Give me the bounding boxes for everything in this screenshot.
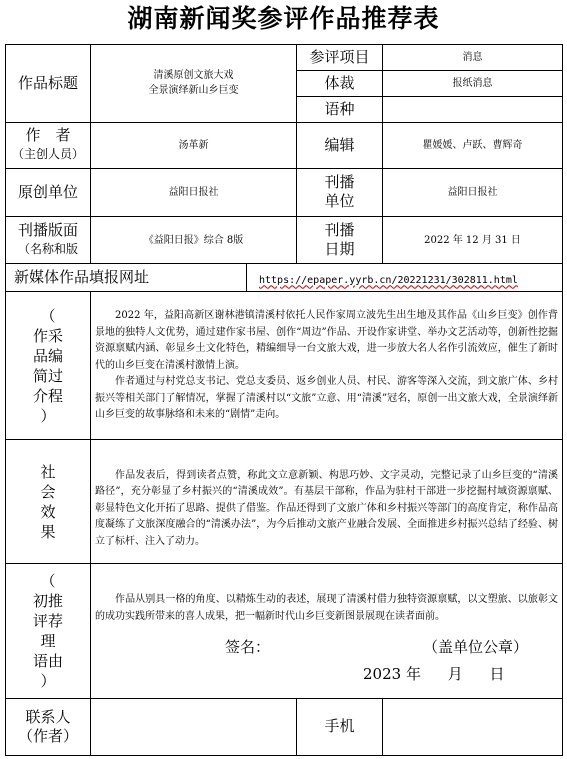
publish-date-label-line-2: 日期 — [324, 240, 355, 259]
work-title-label: 作品标题 — [6, 45, 91, 123]
category-value[interactable]: 消息 — [383, 45, 563, 71]
seal-label: （盖单位公章） — [423, 638, 529, 657]
original-unit-label: 原创单位 — [6, 169, 91, 217]
process-label-4: 介程 — [32, 386, 63, 405]
effect-text[interactable] — [91, 440, 563, 564]
effect-label-2: 效 — [40, 502, 56, 521]
contact-label — [6, 698, 91, 755]
review-label-0: （ — [40, 572, 56, 591]
signature-date — [95, 666, 558, 683]
new-media-url-cell[interactable] — [247, 264, 563, 292]
publish-page-label-line-2: （名称和版 — [17, 242, 78, 257]
signature-row — [95, 639, 558, 656]
editor-label: 编辑 — [297, 122, 383, 169]
phone-value[interactable] — [383, 698, 563, 755]
contact-label-line-2: （作者） — [17, 726, 78, 745]
publish-unit-label-line-2: 单位 — [324, 192, 355, 211]
review-label-1: 初推 — [32, 592, 63, 611]
phone-label: 手机 — [297, 698, 383, 755]
effect-label-1: 会 — [40, 482, 56, 501]
genre-label: 体裁 — [297, 70, 383, 96]
process-label-2: 品编 — [32, 346, 63, 365]
effect-paragraph-1: 作品发表后，得到读者点赞，称此文立意新颖、构思巧妙、文字灵动，完整记录了山乡巨变的“清溪路径”，充分彰显了乡村振兴的“清溪成效”。有基层干部称，作品为驻村干部进一步挖掘村域资源禀赋、彰显特色文化开拓了思路、提供了借鉴。作品还得到了文旅广体和乡村振兴等部门的高度肯定，称作品高度凝练了文旅深度融合的“清溪办法”，为今后推动文旅产业融合发展、全面推进乡村振兴总结了经验、树立了标杆、注入了动力。 — [95, 469, 559, 547]
process-paragraph-1: 2022 年，益阳高新区谢林港镇清溪村依托人民作家周立波先生出生地及其作品《山乡巨变》创作背景地的独特人文优势，通过建作家书屋、创作“周边”作品、开设作家讲堂、举办文艺活动等，创新性挖掘资源禀赋内涵、彰显乡土文化特色，精编细导一台文旅大戏，进一步放大名人名作引流效应，催生了新时代的山乡巨变在清溪村激情上演。 — [95, 310, 559, 371]
publish-date-label — [297, 216, 383, 264]
publish-date-label-line-1: 刊播 — [324, 221, 355, 240]
effect-label-0: 社 — [40, 462, 56, 481]
signature-label: 签名： — [225, 638, 271, 657]
signature-month: 月 — [447, 664, 463, 683]
review-label — [6, 564, 91, 699]
language-value[interactable] — [383, 96, 563, 122]
review-label-2: 评荐 — [32, 612, 63, 631]
genre-value[interactable]: 报纸消息 — [383, 70, 563, 96]
process-label-5: ） — [40, 406, 56, 425]
process-label — [6, 292, 91, 440]
process-label-3: 简过 — [32, 366, 63, 385]
publish-page-label-line-1: 刊播版面 — [17, 221, 78, 240]
new-media-url-label: 新媒体作品填报网址 — [6, 264, 247, 292]
author-label-line-2: （主创人员） — [11, 147, 84, 162]
publish-date-value[interactable]: 2022 年 12 月 31 日 — [383, 216, 563, 264]
review-paragraph-1: 作品从别具一格的角度、以精炼生动的表述，展现了清溪村借力独特资源禀赋，以文塑旅、以旅彰文的成功实践所带来的喜人成果，把一幅新时代山乡巨变新图景展现在读者面前。 — [95, 594, 559, 622]
process-label-1: 作采 — [32, 326, 63, 345]
new-media-url-link[interactable]: https://epaper.yyrb.cn/20221231/302811.html — [259, 275, 518, 287]
publish-unit-label — [297, 169, 383, 217]
author-label — [6, 122, 91, 169]
review-label-3: 理 — [40, 632, 56, 651]
recommendation-form — [5, 44, 563, 756]
effect-label — [6, 440, 91, 564]
process-label-0: （ — [40, 306, 56, 325]
original-unit-value[interactable]: 益阳日报社 — [91, 169, 297, 217]
work-title-line-1: 清溪原创文旅大戏 — [153, 70, 234, 82]
publish-page-value[interactable]: 《益阳日报》综合 8版 — [91, 216, 297, 264]
review-label-4: 语由 — [32, 652, 63, 671]
category-label: 参评项目 — [297, 45, 383, 71]
review-text[interactable] — [91, 564, 563, 699]
review-label-5: ） — [40, 672, 56, 691]
work-title-line-2: 全景演绎新山乡巨变 — [148, 85, 239, 97]
editor-value[interactable]: 瞿媛媛、卢跃、曹辉奇 — [383, 122, 563, 169]
process-paragraph-2: 作者通过与村党总支书记、党总支委员、返乡创业人员、村民、游客等深入交流，到文旅广体、乡村振兴等相关部门了解情况，掌握了清溪村以“文旅”立意、用“清溪”冠名，原创一出文旅大戏，全景演绎新山乡巨变的故事脉络和未来的“剧情”走向。 — [95, 376, 559, 420]
publish-page-label — [6, 216, 91, 264]
author-value[interactable]: 汤革新 — [91, 122, 297, 169]
contact-label-line-1: 联系人 — [25, 707, 71, 726]
signature-day: 日 — [489, 664, 505, 683]
publish-unit-label-line-1: 刊播 — [324, 173, 355, 192]
language-label: 语种 — [297, 96, 383, 122]
signature-year: 2023 年 — [363, 664, 421, 683]
process-text[interactable] — [91, 292, 563, 440]
effect-label-3: 果 — [40, 522, 56, 541]
work-title-value[interactable] — [91, 45, 297, 123]
contact-value[interactable] — [91, 698, 297, 755]
page-title: 湖南新闻奖参评作品推荐表 — [127, 4, 440, 33]
publish-unit-value[interactable]: 益阳日报社 — [383, 169, 563, 217]
author-label-line-1: 作 者 — [25, 126, 71, 145]
